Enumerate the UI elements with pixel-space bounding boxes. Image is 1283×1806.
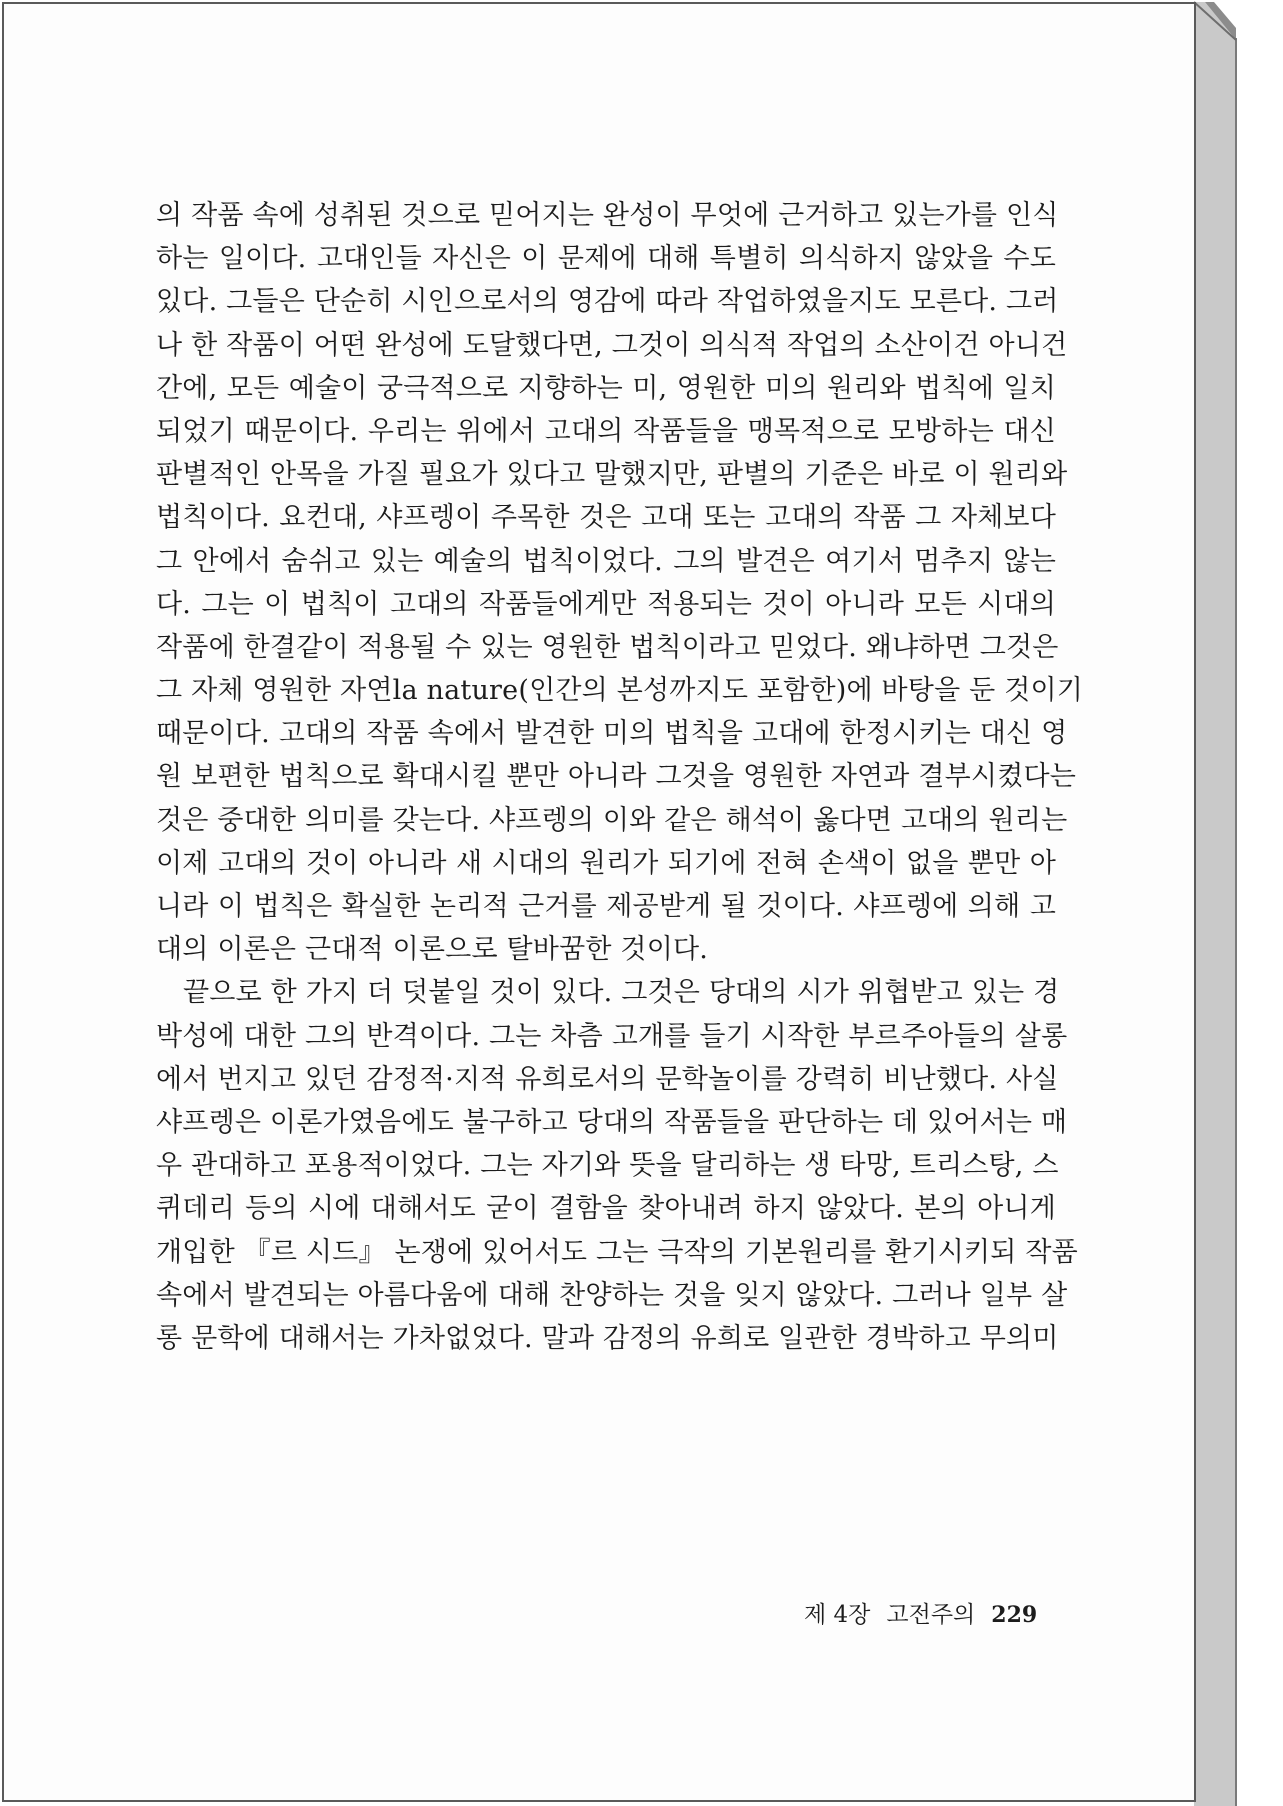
body-text — [156, 194, 1084, 1360]
text-line: 속에서 발견되는 아름다움에 대해 찬양하는 것을 잊지 않았다. 그러나 일부 살 — [156, 1279, 1068, 1311]
text-line: 판별적인 안목을 가질 필요가 있다고 말했지만, 판별의 기준은 바로 이 원리와 — [156, 459, 1068, 491]
text-line: 법칙이다. 요컨대, 샤프렝이 주목한 것은 고대 또는 고대의 작품 그 자체보다 — [156, 502, 1056, 534]
section-label: 고전주의 — [886, 1602, 976, 1628]
text-line: 있다. 그들은 단순히 시인으로서의 영감에 따라 작업하였을지도 모른다. 그러 — [156, 286, 1059, 318]
text-line: 그 안에서 숨쉬고 있는 예술의 법칙이었다. 그의 발견은 여기서 멈추지 않는 — [156, 545, 1056, 577]
page-number: 229 — [991, 1602, 1038, 1628]
text-line: 롱 문학에 대해서는 가차없었다. 말과 감정의 유희로 일관한 경박하고 무의미 — [156, 1322, 1059, 1354]
chapter-label: 제 4장 — [804, 1602, 871, 1628]
text-line: 의 작품 속에 성취된 것으로 믿어지는 완성이 무엇에 근거하고 있는가를 인식 — [156, 200, 1059, 231]
text-line: 니라 이 법칙은 확실한 논리적 근거를 제공받게 될 것이다. 샤프렝에 의해 고 — [156, 891, 1056, 922]
text-line: 샤프렝은 이론가였음에도 불구하고 당대의 작품들을 판단하는 데 있어서는 매 — [156, 1106, 1068, 1138]
text-line: 끝으로 한 가지 더 덧붙일 것이 있다. 그것은 당대의 시가 위협받고 있는 경 — [183, 977, 1060, 1009]
text-line: 대의 이론은 근대적 이론으로 탈바꿈한 것이다. — [156, 934, 709, 966]
text-line: 박성에 대한 그의 반격이다. 그는 차츰 고개를 들기 시작한 부르주아들의 살롱 — [156, 1020, 1068, 1052]
text-line: 하는 일이다. 고대인들 자신은 이 문제에 대해 특별히 의식하지 않았을 수도 — [156, 243, 1056, 275]
text-line: 때문이다. 고대의 작품 속에서 발견한 미의 법칙을 고대에 한정시키는 대신 영 — [156, 718, 1068, 750]
text-line: 개입한 『르 시드』 논쟁에 있어서도 그는 극작의 기본원리를 환기시키되 작품 — [156, 1236, 1078, 1268]
text-line: 그 자체 영원한 자연la nature(인간의 본성까지도 포함한)에 바탕을 둔 것이기 — [156, 675, 1084, 707]
text-line: 원 보편한 법칙으로 확대시킬 뿐만 아니라 그것을 영원한 자연과 결부시켰다는 — [156, 761, 1077, 793]
text-line: 되었기 때문이다. 우리는 위에서 고대의 작품들을 맹목적으로 모방하는 대신 — [156, 415, 1056, 447]
text-line: 이제 고대의 것이 아니라 새 시대의 원리가 되기에 전혀 손색이 없을 뿐만 아 — [156, 847, 1056, 879]
text-line: 나 한 작품이 어떤 완성에 도달했다면, 그것이 의식적 작업의 소산이건 아니건 — [156, 329, 1068, 361]
text-line: 작품에 한결같이 적용될 수 있는 영원한 법칙이라고 믿었다. 왜냐하면 그것은 — [156, 631, 1059, 663]
text-line: 것은 중대한 의미를 갖는다. 샤프렝의 이와 같은 해석이 옳다면 고대의 원리는 — [156, 804, 1068, 836]
page-footer — [804, 1596, 1037, 1629]
book-page — [2, 2, 1196, 1802]
text-line: 퀴데리 등의 시에 대해서도 굳이 결함을 찾아내려 하지 않았다. 본의 아니게 — [156, 1193, 1056, 1225]
text-line: 간에, 모든 예술이 궁극적으로 지향하는 미, 영원한 미의 원리와 법칙에 일치 — [156, 372, 1056, 404]
text-line: 우 관대하고 포용적이었다. 그는 자기와 뜻을 달리하는 생 타망, 트리스탕, 스 — [156, 1150, 1059, 1182]
text-line: 다. 그는 이 법칙이 고대의 작품들에게만 적용되는 것이 아니라 모든 시대의 — [156, 588, 1056, 620]
text-line: 에서 번지고 있던 감정적·지적 유희로서의 문학놀이를 강력히 비난했다. 사실 — [156, 1063, 1059, 1095]
